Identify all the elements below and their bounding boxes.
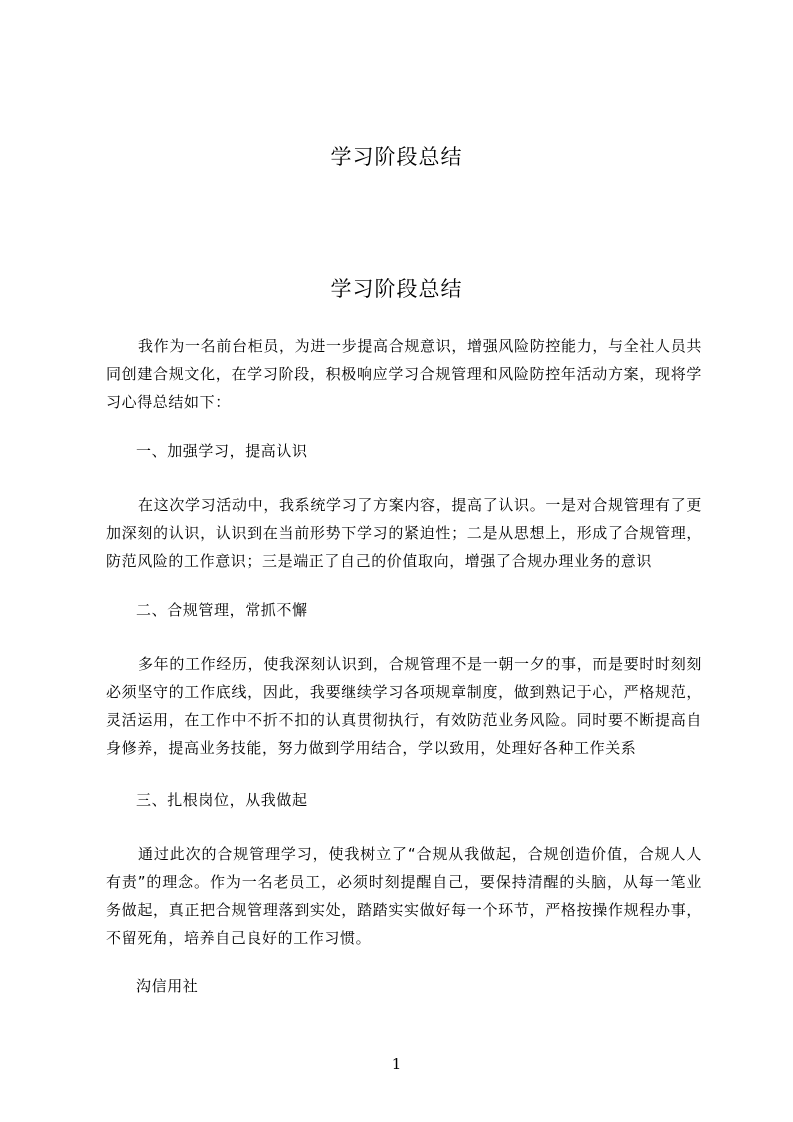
- section-3-heading: 三、扎根岗位，从我做起: [136, 791, 308, 809]
- section-3-body: 通过此次的合规管理学习，使我树立了“合规从我做起，合规创造价值，合规人人有责”的理念。作为一名老员工，必须时刻提醒自己，要保持清醒的头脑，从每一笔业务做起，真正把合规管理落到实处，踏踏实实做好每一个环节，严格按操作规程办事，不留死角，培养自己良好的工作习惯。: [106, 845, 702, 947]
- page-number: 1: [391, 1055, 402, 1073]
- section-2-heading: 二、合规管理，常抓不懈: [136, 601, 308, 619]
- document-title: 学习阶段总结: [330, 277, 463, 301]
- section-2-body: 多年的工作经历，使我深刻认识到，合规管理不是一朝一夕的事，而是要时时刻刻必须坚守的工作底线，因此，我要继续学习各项规章制度，做到熟记于心，严格规范，灵活运用，在工作中不折不扣的认真贯彻执行，有效防范业务风险。同时要不断提高自身修养，提高业务技能，努力做到学用结合，学以致用，处理好各种工作关系: [106, 655, 702, 757]
- signature: 沟信用社: [136, 977, 199, 995]
- section-1-body: 在这次学习活动中，我系统学习了方案内容，提高了认识。一是对合规管理有了更加深刻的认识，认识到在当前形势下学习的紧迫性；二是从思想上，形成了合规管理，防范风险的工作意识；三是端正了自己的价值取向，增强了合规办理业务的意识: [106, 496, 702, 570]
- intro-paragraph: 我作为一名前台柜员，为进一步提高合规意识，增强风险防控能力，与全社人员共同创建合规文化，在学习阶段，积极响应学习合规管理和风险防控年活动方案，现将学习心得总结如下：: [106, 337, 702, 411]
- page-header-title: 学习阶段总结: [330, 145, 463, 169]
- section-1-heading: 一、加强学习，提高认识: [136, 442, 308, 460]
